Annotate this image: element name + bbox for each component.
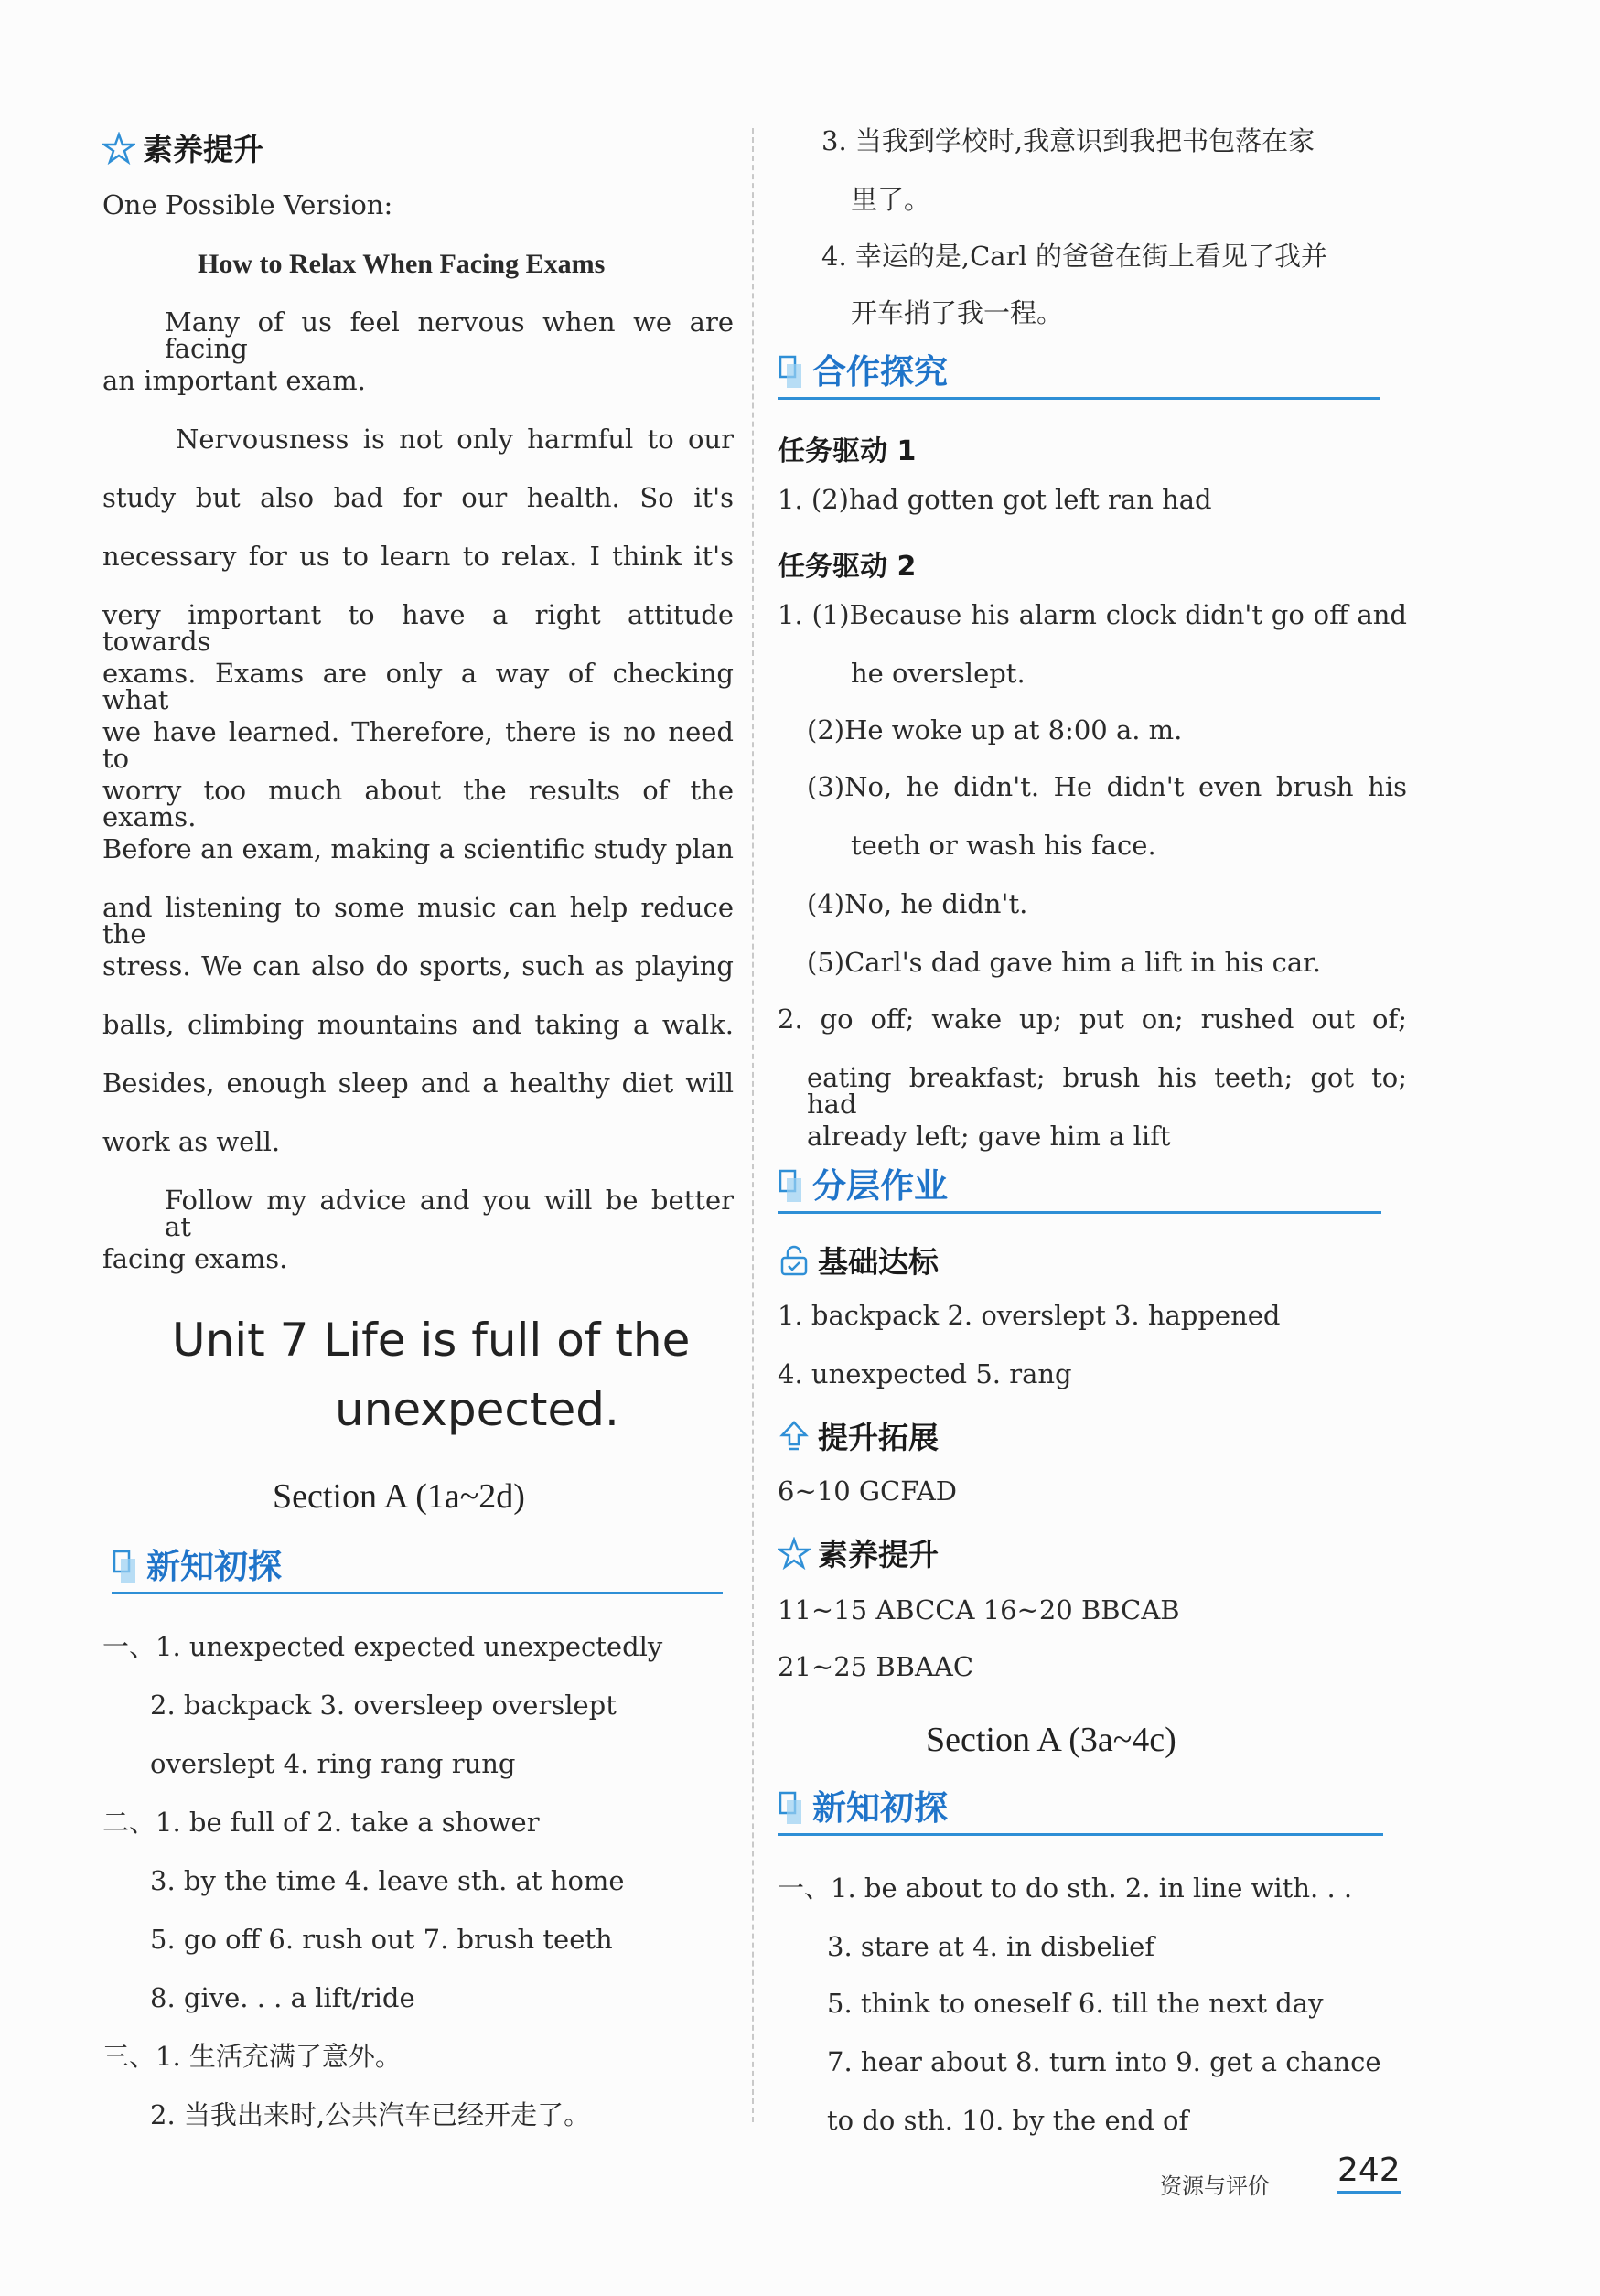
task-heading-2: 任务驱动 2 [778, 551, 917, 583]
essay-line: exams. Exams are only a way of checking what [102, 658, 734, 715]
section-header-text: 新知初探 [146, 1547, 282, 1586]
answer-line: 8. give. . . a lift/ride [150, 1982, 415, 2013]
bookmark-icon [778, 1169, 805, 1206]
answer-line: (3)No, he didn't. He didn't even brush his [807, 771, 1407, 802]
answer-line: 6~10 GCFAD [778, 1475, 958, 1507]
essay-line: and listening to some music can help reduce the [102, 892, 734, 950]
arrow-up-icon [778, 1420, 811, 1453]
answer-line: 1. backpack 2. overslept 3. happened [778, 1300, 1281, 1331]
star-icon [102, 132, 135, 165]
heading-text: 素养提升 [143, 132, 263, 167]
essay-line: Besides, enough sleep and a healthy diet will [102, 1068, 734, 1099]
answer-line: already left; gave him a lift [807, 1121, 1171, 1152]
answer-line: eating breakfast; brush his teeth; got to; had [807, 1062, 1407, 1120]
essay-line: work as well. [102, 1126, 281, 1157]
heading-jichu [778, 1239, 939, 1282]
essay-line: we have learned. Therefore, there is no need to [102, 716, 734, 774]
section-title: Section A (1a~2d) [273, 1477, 525, 1516]
answer-line: 1. (2)had gotten got left ran had [778, 484, 1212, 515]
answer-line: 4. 幸运的是,Carl 的爸爸在街上看见了我并 [821, 241, 1327, 272]
section-header-text: 合作探究 [812, 352, 948, 392]
answer-line: 7. hear about 8. turn into 9. get a chance [827, 2046, 1381, 2077]
essay-line: Before an exam, making a scientific study plan [102, 833, 734, 864]
heading-suyang-left [102, 126, 263, 169]
answer-line: 11~15 ABCCA 16~20 BBCAB [778, 1594, 1180, 1625]
essay-line: necessary for us to learn to relax. I think it's [102, 541, 734, 572]
section-header-xinzhi-2 [778, 1787, 1383, 1836]
essay-line: Follow my advice and you will be better at [165, 1185, 734, 1242]
answer-line: 4. unexpected 5. rang [778, 1358, 1072, 1389]
section-title-2: Section A (3a~4c) [926, 1721, 1176, 1759]
star-icon [778, 1537, 811, 1570]
answer-line: 三、1. 生活充满了意外。 [102, 2041, 402, 2072]
footer-label: 资源与评价 [1160, 2173, 1270, 2199]
essay-line: study but also bad for our health. So it's [102, 482, 734, 513]
essay-line: Nervousness is not only harmful to our [176, 424, 734, 455]
page-number: 242 [1337, 2151, 1401, 2194]
answer-line: (4)No, he didn't. [807, 888, 1028, 919]
answer-line: 2. go off; wake up; put on; rushed out of; [778, 1003, 1407, 1035]
answer-line: 2. backpack 3. oversleep overslept [150, 1690, 617, 1721]
answer-line: (2)He woke up at 8:00 a. m. [807, 714, 1183, 746]
heading-suyang-right [778, 1531, 939, 1574]
answer-line: 2. 当我出来时,公共汽车已经开走了。 [150, 2099, 591, 2130]
answer-line: 1. (1)Because his alarm clock didn't go off and [778, 599, 1407, 630]
answer-line: 一、1. be about to do sth. 2. in line with. . . [778, 1872, 1353, 1904]
unit-title-cont: unexpected. [335, 1383, 619, 1436]
bookmark-icon [112, 1550, 139, 1586]
heading-tisheng [778, 1414, 939, 1457]
essay-line: Many of us feel nervous when we are facing [165, 306, 734, 364]
answer-line: 一、1. unexpected expected unexpectedly [102, 1631, 663, 1662]
heading-text: 素养提升 [818, 1537, 939, 1572]
answer-line: 里了。 [851, 184, 931, 215]
answer-line: 二、1. be full of 2. take a shower [102, 1807, 540, 1838]
answer-line: 5. go off 6. rush out 7. brush teeth [150, 1924, 613, 1955]
section-header-hezuo [778, 351, 1380, 400]
essay-line: an important exam. [102, 365, 366, 396]
possible-version-label: One Possible Version: [102, 189, 393, 220]
section-header-text: 新知初探 [812, 1788, 948, 1828]
essay-line: balls, climbing mountains and taking a walk. [102, 1009, 734, 1040]
unit-title: Unit 7 Life is full of the [172, 1314, 691, 1367]
section-header-text: 分层作业 [812, 1166, 948, 1206]
answer-line: to do sth. 10. by the end of [827, 2105, 1189, 2136]
essay-line: facing exams. [102, 1243, 288, 1274]
essay-title: How to Relax When Facing Exams [198, 249, 606, 279]
answer-line: overslept 4. ring rang rung [150, 1748, 516, 1779]
answer-line: (5)Carl's dad gave him a lift in his car. [807, 947, 1322, 978]
answer-line: 3. by the time 4. leave sth. at home [150, 1865, 625, 1896]
lock-icon [778, 1244, 811, 1277]
answer-line: 3. 当我到学校时,我意识到我把书包落在家 [821, 125, 1315, 156]
answer-line: 5. think to oneself 6. till the next day [827, 1988, 1324, 2019]
heading-text: 基础达标 [818, 1244, 939, 1280]
section-header-fenceng [778, 1165, 1381, 1214]
section-header-xinzhi [112, 1546, 723, 1594]
column-divider [752, 128, 754, 2122]
answer-line: 21~25 BBAAC [778, 1651, 974, 1682]
answer-line: teeth or wash his face. [851, 830, 1156, 861]
task-heading-1: 任务驱动 1 [778, 435, 917, 467]
answer-line: he overslept. [851, 658, 1026, 689]
bookmark-icon [778, 355, 805, 392]
essay-line: worry too much about the results of the exams. [102, 775, 734, 832]
answer-line: 3. stare at 4. in disbelief [827, 1931, 1155, 1962]
essay-line: stress. We can also do sports, such as playing [102, 950, 734, 982]
essay-line: very important to have a right attitude towards [102, 599, 734, 657]
answer-line: 开车捎了我一程。 [851, 297, 1064, 328]
bookmark-icon [778, 1791, 805, 1828]
heading-text: 提升拓展 [818, 1420, 939, 1455]
